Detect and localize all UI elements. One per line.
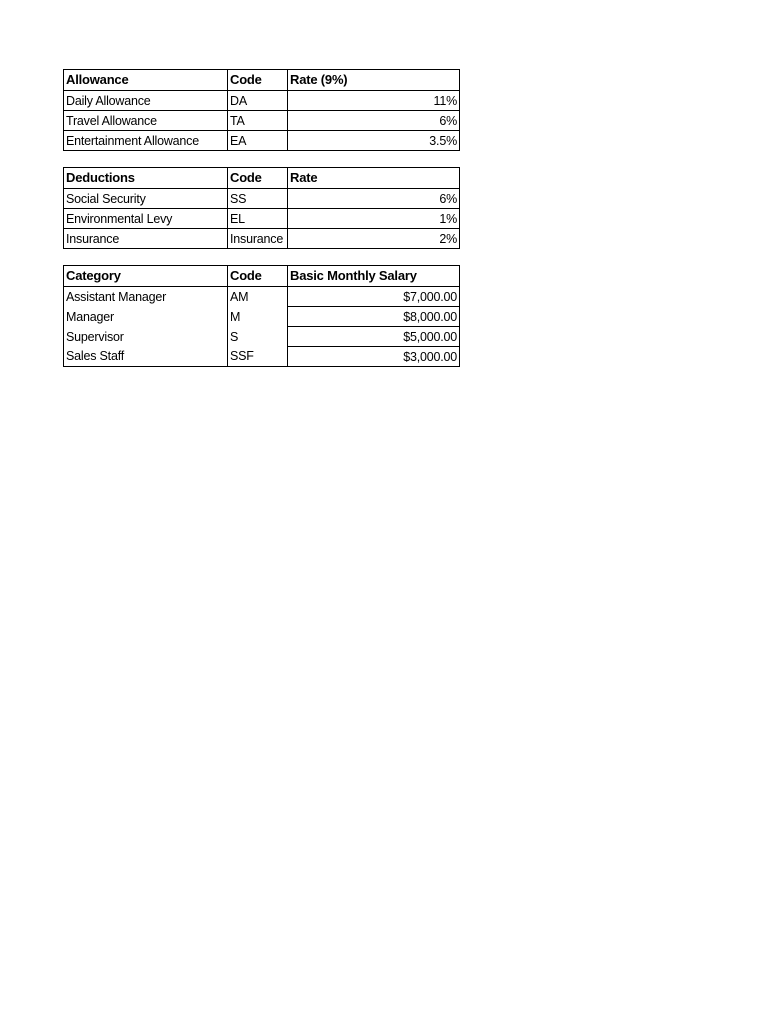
category-name-cell: Supervisor	[64, 327, 228, 347]
column-header-rate: Rate (9%)	[288, 70, 460, 91]
column-header-category: Category	[64, 266, 228, 287]
allowance-name-cell: Daily Allowance	[64, 91, 228, 111]
column-header-code: Code	[228, 266, 288, 287]
deductions-table	[63, 167, 460, 249]
salary-table	[63, 265, 460, 367]
table-row	[64, 307, 460, 327]
table-row	[64, 229, 460, 249]
table-row	[64, 209, 460, 229]
column-header-deductions: Deductions	[64, 168, 228, 189]
deduction-code-cell: SS	[228, 189, 288, 209]
category-code-cell: AM	[228, 287, 288, 307]
deduction-name-cell: Insurance	[64, 229, 228, 249]
category-name-cell: Sales Staff	[64, 347, 228, 367]
deduction-name-cell: Social Security	[64, 189, 228, 209]
table-row	[64, 131, 460, 151]
deduction-code-cell: Insurance	[228, 229, 288, 249]
allowance-code-cell: EA	[228, 131, 288, 151]
deduction-rate-cell: 2%	[288, 229, 460, 249]
allowance-rate-cell: 3.5%	[288, 131, 460, 151]
column-header-basic-monthly-salary: Basic Monthly Salary	[288, 266, 460, 287]
column-header-rate: Rate	[288, 168, 460, 189]
category-name-cell: Assistant Manager	[64, 287, 228, 307]
salary-amount-cell: $7,000.00	[288, 287, 460, 307]
table-row	[64, 347, 460, 367]
allowance-name-cell: Entertainment Allowance	[64, 131, 228, 151]
table-header-row	[64, 168, 460, 189]
column-header-allowance: Allowance	[64, 70, 228, 91]
allowance-rate-cell: 6%	[288, 111, 460, 131]
allowance-rate-cell: 11%	[288, 91, 460, 111]
column-header-code: Code	[228, 168, 288, 189]
category-code-cell: SSF	[228, 347, 288, 367]
deduction-code-cell: EL	[228, 209, 288, 229]
deduction-rate-cell: 6%	[288, 189, 460, 209]
allowance-code-cell: DA	[228, 91, 288, 111]
table-row	[64, 91, 460, 111]
salary-amount-cell: $5,000.00	[288, 327, 460, 347]
category-code-cell: M	[228, 307, 288, 327]
table-header-row	[64, 266, 460, 287]
table-row	[64, 189, 460, 209]
salary-amount-cell: $8,000.00	[288, 307, 460, 327]
allowance-name-cell: Travel Allowance	[64, 111, 228, 131]
column-header-code: Code	[228, 70, 288, 91]
table-header-row	[64, 70, 460, 91]
table-row	[64, 327, 460, 347]
salary-amount-cell: $3,000.00	[288, 347, 460, 367]
deduction-rate-cell: 1%	[288, 209, 460, 229]
table-row	[64, 287, 460, 307]
allowance-table	[63, 69, 460, 151]
table-row	[64, 111, 460, 131]
deduction-name-cell: Environmental Levy	[64, 209, 228, 229]
allowance-code-cell: TA	[228, 111, 288, 131]
category-code-cell: S	[228, 327, 288, 347]
category-name-cell: Manager	[64, 307, 228, 327]
